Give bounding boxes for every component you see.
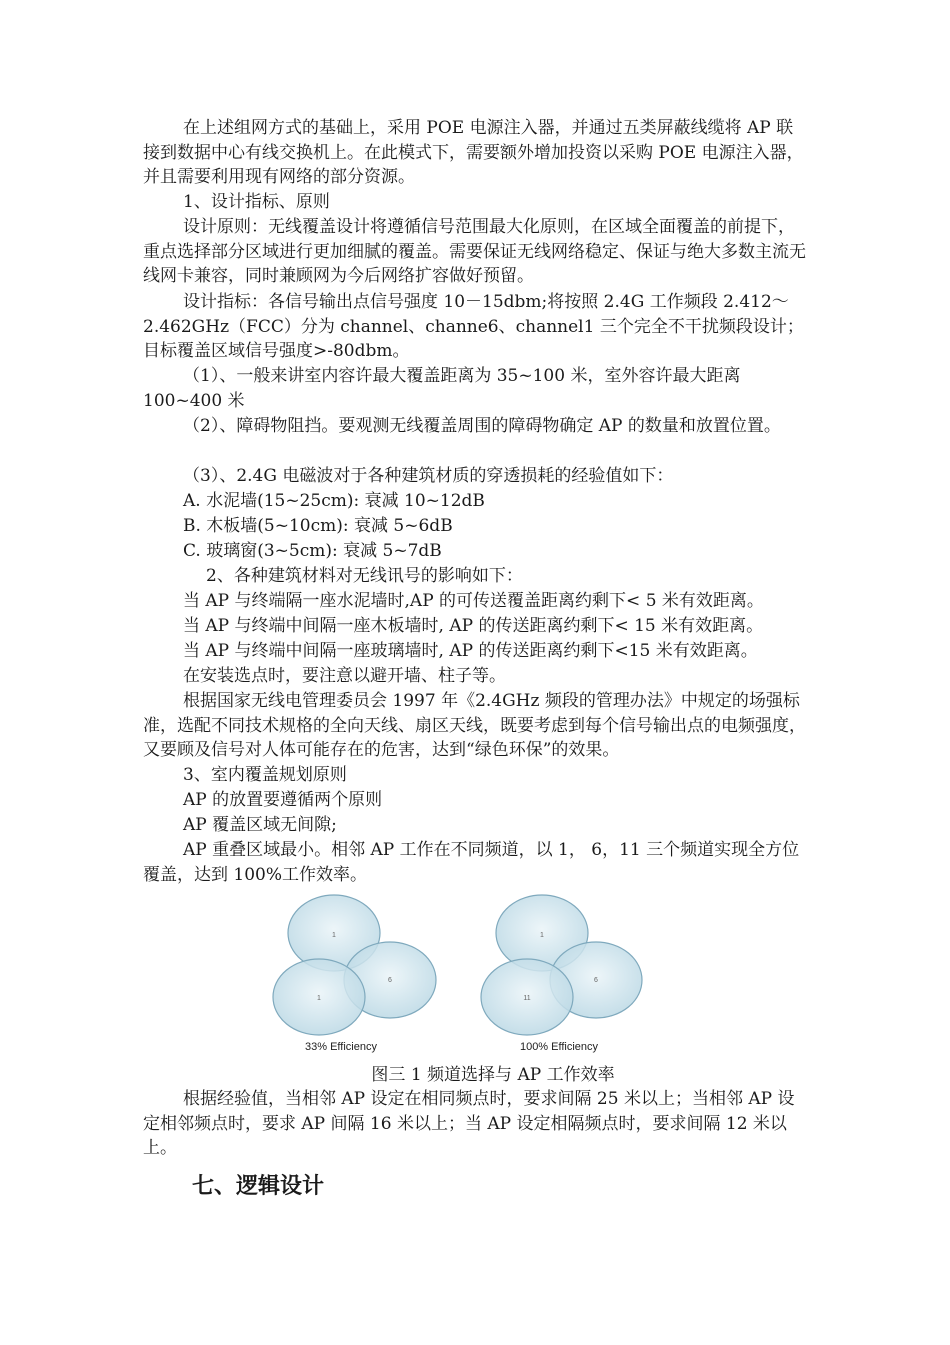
- left-cell-group: [273, 895, 436, 1053]
- line-site-selection: 在安装选点时，要注意以避开墙、柱子等。: [183, 666, 506, 686]
- right-cell-group: [481, 895, 642, 1053]
- right-efficiency-caption: 100% Efficiency: [519, 1041, 599, 1053]
- line-glass-wall: 当 AP 与终端中间隔一座玻璃墙时, AP 的传送距离约剩下<15 米有效距离。: [183, 641, 758, 661]
- line-ap-placement: AP 的放置要遵循两个原则: [183, 790, 383, 810]
- list-item-concrete: A. 水泥墙(15~25cm): 衰减 10~12dB: [183, 491, 485, 511]
- section-heading-logic-design: 七、逻辑设计: [192, 1174, 325, 1199]
- list-item-glass: C. 玻璃窗(3~5cm): 衰减 5~7dB: [183, 541, 442, 561]
- channel-label: 1: [540, 932, 544, 939]
- channel-label: 1: [332, 932, 336, 939]
- line-concrete-wall: 当 AP 与终端隔一座水泥墙时,AP 的可传送覆盖距离约剩下< 5 米有效距离。: [183, 591, 764, 611]
- section-title-materials: 2、各种建筑材料对无线讯号的影响如下：: [206, 566, 523, 586]
- channel-label: 6: [594, 977, 598, 984]
- line-ap-no-gap: AP 覆盖区域无间隙;: [183, 815, 337, 835]
- paragraph-regulation: 根据国家无线电管理委员会 1997 年《2.4GHz 频段的管理办法》中规定的场强标准，选配不同技术规格的全向天线、扇区天线，既要考虑到每个信号输出点的电频强度，又要顾及信号对人体可能存在的危害，达到“绿色环保”的效果。: [143, 691, 806, 761]
- paragraph-design-metrics: 设计指标：各信号输出点信号强度 10－15dbm;将按照 2.4G 工作频段 2.412～2.462GHz（FCC）分为 channel、channe6、channel1 三个完全不干扰频段设计；目标覆盖区域信号强度>-80dbm。: [143, 292, 804, 362]
- list-item-wood: B. 木板墙(5~10cm): 衰减 5~6dB: [183, 516, 453, 536]
- left-efficiency-caption: 33% Efficiency: [305, 1041, 377, 1053]
- figure-caption: 图三 1 频道选择与 AP 工作效率: [371, 1065, 615, 1085]
- channel-efficiency-figure: [262, 891, 682, 1057]
- channel-diagram: [262, 891, 682, 1057]
- paragraph-obstacles: （2）、障碍物阻挡。要观测无线覆盖周围的障碍物确定 AP 的数量和放置位置。: [183, 416, 781, 436]
- line-wood-wall: 当 AP 与终端中间隔一座木板墙时, AP 的传送距离约剩下< 15 米有效距离。: [183, 616, 764, 636]
- channel-label: 6: [388, 977, 392, 984]
- paragraph-design-principle: 设计原则：无线覆盖设计将遵循信号范围最大化原则，在区域全面覆盖的前提下，重点选择部分区域进行更加细腻的覆盖。需要保证无线网络稳定、保证与绝大多数主流无线网卡兼容，同时兼顾网为今后网络扩容做好预留。: [143, 217, 806, 287]
- paragraph-ap-spacing: 根据经验值，当相邻 AP 设定在相同频点时，要求间隔 25 米以上；当相邻 AP 设定相邻频点时，要求 AP 间隔 16 米以上；当 AP 设定相隔频点时，要求间隔 12 米以上。: [143, 1089, 795, 1159]
- section-title-indoor-coverage: 3、室内覆盖规划原则: [183, 765, 347, 785]
- channel-label: 1: [317, 995, 321, 1002]
- section-title-design-principles: 1、设计指标、原则: [183, 192, 330, 212]
- paragraph-ap-overlap: AP 重叠区域最小。相邻 AP 工作在不同频道，以 1， 6，11 三个频道实现全方位覆盖，达到 100%工作效率。: [143, 840, 800, 885]
- paragraph-coverage-distance: （1）、一般来讲室内容许最大覆盖距离为 35~100 米，室外容许最大距离 100~400 米: [143, 366, 741, 411]
- channel-label: 11: [523, 995, 531, 1002]
- paragraph-poe: 在上述组网方式的基础上，采用 POE 电源注入器，并通过五类屏蔽线缆将 AP 联接到数据中心有线交换机上。在此模式下，需要额外增加投资以采购 POE 电源注入器，并且需要利用现有网络的部分资源。: [143, 118, 804, 188]
- paragraph-penetration-loss: （3）、2.4G 电磁波对于各种建筑材质的穿透损耗的经验值如下：: [183, 466, 674, 486]
